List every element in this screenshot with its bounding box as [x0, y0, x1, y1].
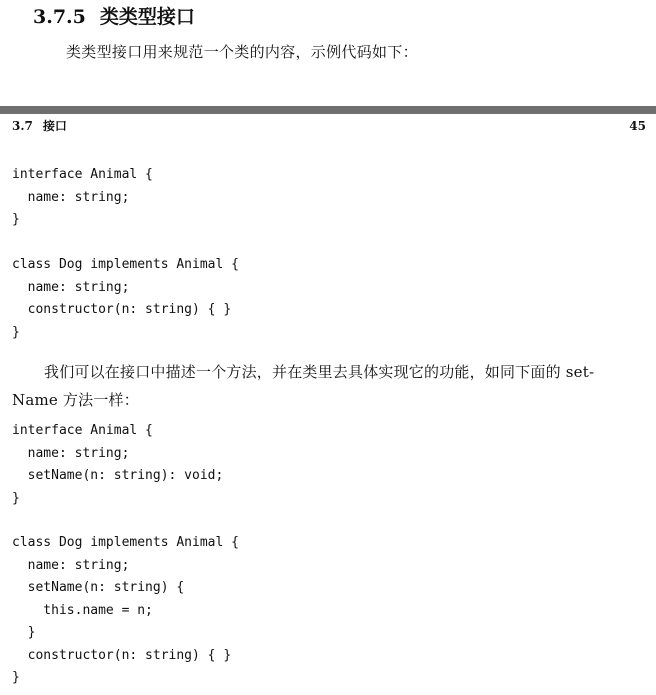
code-block-interface-animal-setname	[12, 420, 223, 510]
intro-paragraph: 类类型接口用来规范一个类的内容，示例代码如下：	[66, 43, 418, 61]
running-header-section-number: 3.7	[12, 119, 33, 133]
code-line: }	[12, 490, 20, 506]
running-header-section-title: 接口	[42, 119, 67, 133]
code-block-interface-animal	[12, 164, 153, 232]
code-line: }	[12, 670, 20, 685]
code-line: class Dog implements Animal {	[12, 257, 239, 272]
code-line: name: string;	[12, 279, 130, 295]
running-header-section	[12, 117, 67, 135]
page-divider	[0, 106, 656, 114]
code-block-class-dog-setname	[12, 532, 239, 690]
code-line: constructor(n: string) { }	[12, 302, 232, 317]
running-header	[0, 117, 656, 135]
code-line: class Dog implements Animal {	[12, 535, 239, 550]
section-title: 类类型接口	[99, 6, 195, 28]
section-number: 3.7.5	[33, 6, 86, 28]
code-block-class-dog	[12, 254, 239, 344]
code-line: interface Animal {	[12, 167, 153, 182]
code-line: }	[12, 625, 36, 640]
code-line: setName(n: string) {	[12, 580, 185, 595]
page-number: 45	[629, 119, 646, 133]
code-line: this.name = n;	[12, 602, 153, 618]
code-line: name: string;	[12, 189, 130, 205]
code-line: interface Animal {	[12, 423, 153, 438]
code-line: name: string;	[12, 557, 130, 573]
body-paragraph	[12, 358, 644, 414]
code-line: constructor(n: string) { }	[12, 647, 232, 663]
code-line: }	[12, 212, 20, 227]
previous-page-bottom	[0, 0, 656, 105]
code-line: setName(n: string): void;	[12, 468, 224, 483]
code-line: }	[12, 324, 20, 340]
paragraph-line-2: Name 方法一样：	[12, 391, 139, 409]
section-heading	[33, 4, 195, 30]
code-line: name: string;	[12, 445, 130, 461]
paragraph-line-1: 我们可以在接口中描述一个方法，并在类里去具体实现它的功能，如同下面的 set-	[44, 363, 595, 381]
